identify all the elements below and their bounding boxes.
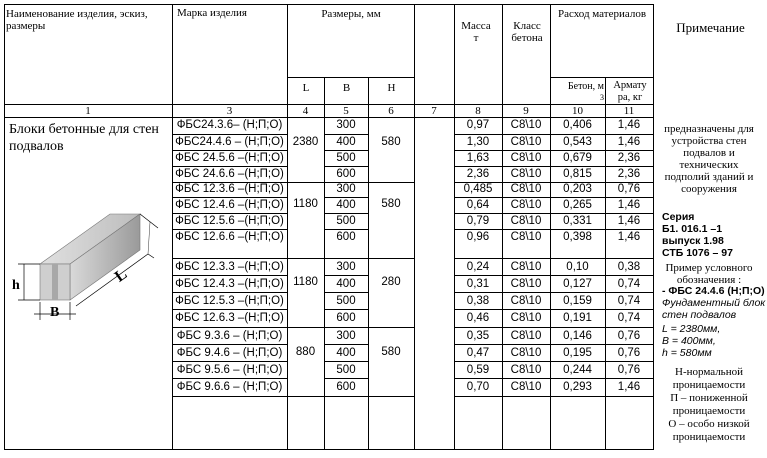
rule (454, 275, 654, 276)
column-number: 10 (572, 105, 583, 117)
cell-mark: ФБС 12.6.6 –(Н;П;О) (175, 231, 284, 243)
rule (324, 213, 368, 214)
rule (172, 166, 287, 167)
header-mark: Марка изделия (177, 7, 247, 19)
column-number: 1 (85, 105, 91, 117)
cell-rebar: 1,46 (617, 119, 641, 131)
rule (324, 229, 368, 230)
rule (172, 213, 287, 214)
group-L: 1180 (293, 276, 318, 288)
header-consumption: Расход материалов (557, 8, 647, 20)
cell-mark: ФБС24.4.6 – (Н;П;О) (175, 136, 284, 148)
header-note: Примечание (676, 20, 745, 35)
cell-concrete: 0,293 (563, 381, 592, 393)
rule (172, 327, 414, 328)
cell-mass: 2,36 (466, 168, 490, 180)
column-number: 11 (623, 105, 635, 117)
cell-B: 300 (336, 330, 356, 342)
rule (324, 166, 368, 167)
cell-class: С8\10 (510, 119, 542, 131)
cell-mass: 1,63 (466, 152, 490, 164)
rule (324, 197, 368, 198)
column-number: 3 (226, 105, 233, 117)
note-series: выпуск 1.98 (662, 235, 724, 247)
cell-concrete: 0,191 (563, 312, 592, 324)
header-mass: Масса т (461, 20, 491, 44)
cell-mass: 0,35 (466, 330, 490, 342)
cell-B: 300 (336, 119, 356, 131)
cell-mark: ФБС 12.3.3 –(Н;П;О) (175, 261, 284, 273)
cell-rebar: 0,38 (617, 261, 641, 273)
cell-class: С8\10 (510, 136, 542, 148)
cell-class: С8\10 (510, 278, 542, 290)
cell-class: С8\10 (510, 381, 542, 393)
note-line: проницаемости (672, 405, 746, 417)
cell-mass: 1,30 (466, 136, 490, 148)
note-example-desc: стен подвалов (662, 309, 737, 321)
cell-class: С8\10 (510, 168, 542, 180)
cell-concrete: 0,159 (563, 295, 592, 307)
cell-concrete: 0,203 (563, 183, 592, 195)
cell-rebar: 0,74 (617, 312, 641, 324)
note-series: Б1. 016.1 –1 (662, 223, 723, 235)
rule (4, 117, 654, 118)
header-concrete-sup: 3 (600, 93, 604, 102)
rule (172, 275, 287, 276)
sketch-label-h: h (12, 278, 20, 293)
header-concrete (556, 81, 604, 103)
cell-mass: 0,59 (466, 364, 490, 376)
cell-mass: 0,24 (466, 261, 490, 273)
cell-class: С8\10 (510, 330, 542, 342)
block-sketch (8, 208, 168, 328)
column-number: 6 (388, 105, 394, 117)
group-H: 580 (381, 136, 401, 148)
rule (172, 396, 414, 397)
cell-mark: ФБС 12.4.6 –(Н;П;О) (175, 199, 284, 211)
rule (172, 361, 287, 362)
cell-B: 300 (336, 183, 356, 195)
cell-rebar: 0,76 (617, 330, 641, 342)
note-line: Пример условного (665, 262, 753, 274)
column-number: 9 (523, 105, 529, 117)
cell-mass: 0,485 (463, 183, 493, 195)
rule (287, 77, 414, 78)
note-example-mark: - ФБС 24.4.6 (Н;П;О) (662, 285, 765, 297)
rule (454, 309, 654, 310)
note-line: проницаемости (672, 379, 746, 391)
column-number: 5 (343, 105, 349, 117)
cell-mark: ФБС 12.3.6 –(Н;П;О) (175, 183, 284, 195)
rule (172, 229, 287, 230)
rule (454, 292, 654, 293)
rule (324, 378, 368, 379)
rule (368, 77, 369, 450)
rule (4, 4, 5, 450)
cell-rebar: 1,46 (617, 136, 641, 148)
cell-mark: ФБС 12.5.3 –(Н;П;О) (175, 295, 284, 307)
cell-rebar: 2,36 (617, 152, 641, 164)
cell-mass: 0,79 (466, 215, 490, 227)
rule (454, 361, 654, 362)
cell-mass: 0,31 (466, 278, 490, 290)
group-H: 580 (381, 198, 401, 210)
cell-mass: 0,97 (466, 119, 490, 131)
rule (4, 104, 654, 105)
header-sizes: Размеры, мм (321, 8, 381, 20)
cell-B: 600 (336, 231, 356, 243)
cell-rebar: 0,76 (617, 183, 641, 195)
cell-mark: ФБС24.3.6– (Н;П;О) (176, 119, 283, 131)
cell-rebar: 1,46 (617, 215, 641, 227)
cell-mark: ФБС 24.6.6 –(Н;П;О) (175, 168, 284, 180)
rule (454, 258, 654, 259)
cell-concrete: 0,406 (563, 119, 592, 131)
cell-mass: 0,38 (466, 295, 490, 307)
note-line: П – пониженной (670, 392, 748, 404)
rule (172, 150, 287, 151)
header-B: B (342, 82, 351, 94)
rule (324, 134, 368, 135)
cell-rebar: 1,46 (617, 199, 641, 211)
cell-B: 400 (336, 347, 356, 359)
cell-B: 400 (336, 136, 356, 148)
cell-B: 500 (336, 364, 356, 376)
rule (324, 361, 368, 362)
header-rebar: Армату ра, кг (613, 80, 647, 103)
cell-class: С8\10 (510, 215, 542, 227)
note-line: О – особо низкой (668, 418, 750, 430)
cell-mark: ФБС 9.5.6 – (Н;П;О) (176, 364, 283, 376)
rule (172, 292, 287, 293)
cell-rebar: 0,74 (617, 278, 641, 290)
note-example-desc: L = 2380мм, (662, 323, 721, 335)
note-line: обозначения : (676, 274, 742, 286)
rule (172, 378, 287, 379)
group-L: 2380 (292, 136, 319, 148)
sketch-label-L: L (111, 265, 131, 286)
note-line: предназначены для (664, 123, 754, 135)
cell-B: 500 (336, 295, 356, 307)
cell-B: 600 (336, 312, 356, 324)
cell-concrete: 0,679 (563, 152, 592, 164)
note-series: СТБ 1076 – 97 (662, 247, 733, 259)
rule (324, 150, 368, 151)
cell-rebar: 1,46 (617, 231, 641, 243)
cell-rebar: 0,76 (617, 364, 641, 376)
header-class: Класс бетона (511, 20, 543, 44)
header-H: H (387, 82, 396, 94)
header-name: Наименование изделия, эскиз, размеры (6, 8, 148, 32)
cell-class: С8\10 (510, 312, 542, 324)
cell-mark: ФБС 12.6.3 –(Н;П;О) (175, 312, 284, 324)
note-line: сооружения (681, 183, 737, 195)
group-L: 1180 (293, 198, 318, 210)
cell-class: С8\10 (510, 347, 542, 359)
cell-mark: ФБС 24.5.6 –(Н;П;О) (175, 152, 284, 164)
cell-mark: ФБС 9.4.6 – (Н;П;О) (176, 347, 283, 359)
cell-mass: 0,46 (466, 312, 490, 324)
group-L: 880 (295, 346, 316, 358)
cell-class: С8\10 (510, 183, 542, 195)
cell-rebar: 1,46 (617, 381, 641, 393)
note-line: технических (679, 159, 739, 171)
rule (324, 309, 368, 310)
rule (172, 134, 287, 135)
cell-concrete: 0,398 (563, 231, 592, 243)
cell-concrete: 0,244 (563, 364, 592, 376)
cell-concrete: 0,10 (566, 261, 589, 273)
cell-mass: 0,96 (466, 231, 490, 243)
cell-B: 500 (336, 215, 356, 227)
cell-concrete: 0,127 (563, 278, 592, 290)
cell-mass: 0,64 (466, 199, 490, 211)
rule (653, 4, 654, 450)
note-line: подвалов и (683, 147, 735, 159)
cell-B: 400 (336, 199, 356, 211)
group-H: 280 (381, 276, 401, 288)
rule (454, 166, 654, 167)
cell-class: С8\10 (510, 261, 542, 273)
rule (454, 327, 654, 328)
rule (4, 4, 654, 5)
rule (287, 4, 288, 450)
rule (454, 197, 654, 198)
rule (454, 213, 654, 214)
cell-mark: ФБС 9.3.6 – (Н;П;О) (176, 330, 283, 342)
cell-B: 600 (336, 381, 356, 393)
column-number: 8 (475, 105, 481, 117)
rule (550, 77, 654, 78)
note-line: проницаемости (672, 431, 746, 443)
rule (414, 4, 415, 450)
cell-concrete: 0,195 (563, 347, 592, 359)
note-line: устройства стен (671, 135, 747, 147)
product-name: Блоки бетонные для стен подвалов (9, 122, 159, 154)
rule (454, 396, 654, 397)
cell-mass: 0,70 (466, 381, 490, 393)
rule (454, 150, 654, 151)
cell-B: 600 (336, 168, 356, 180)
cell-class: С8\10 (510, 199, 542, 211)
rule (172, 344, 287, 345)
rule (172, 197, 287, 198)
cell-concrete: 0,815 (563, 168, 592, 180)
cell-mark: ФБС 12.5.6 –(Н;П;О) (175, 215, 284, 227)
group-H: 580 (381, 346, 401, 358)
note-line: подполий зданий и (664, 171, 754, 183)
sketch-label-B: B (50, 305, 60, 320)
note-example-desc: Фундаментный блок (662, 297, 766, 309)
cell-class: С8\10 (510, 231, 542, 243)
header-L: L (302, 82, 310, 94)
cell-class: С8\10 (510, 152, 542, 164)
column-number: 4 (302, 105, 309, 117)
cell-mark: ФБС 12.4.3 –(Н;П;О) (175, 278, 284, 290)
rule (454, 134, 654, 135)
cell-concrete: 0,331 (563, 215, 592, 227)
rule (4, 449, 654, 450)
cell-B: 400 (336, 278, 356, 290)
note-series: Серия (662, 211, 695, 223)
rule (324, 344, 368, 345)
rule (454, 229, 654, 230)
cell-rebar: 0,76 (617, 347, 641, 359)
rule (454, 378, 654, 379)
column-number: 7 (431, 105, 437, 117)
note-example-desc: B = 400мм, (662, 335, 716, 347)
cell-class: С8\10 (510, 364, 542, 376)
note-example-desc: h = 580мм (662, 347, 712, 359)
cell-concrete: 0,146 (563, 330, 592, 342)
header-concrete-label: Бетон, м (567, 81, 604, 92)
cell-concrete: 0,543 (563, 136, 592, 148)
rule (454, 344, 654, 345)
cell-mass: 0,47 (466, 347, 490, 359)
cell-B: 300 (336, 261, 356, 273)
rule (172, 258, 414, 259)
cell-rebar: 0,74 (617, 295, 641, 307)
rule (172, 309, 287, 310)
cell-B: 500 (336, 152, 356, 164)
rule (324, 275, 368, 276)
note-line: Н-нормальной (675, 366, 743, 378)
cell-concrete: 0,265 (563, 199, 592, 211)
cell-class: С8\10 (510, 295, 542, 307)
cell-rebar: 2,36 (617, 168, 641, 180)
rule (324, 292, 368, 293)
cell-mark: ФБС 9.6.6 – (Н;П;О) (176, 381, 283, 393)
